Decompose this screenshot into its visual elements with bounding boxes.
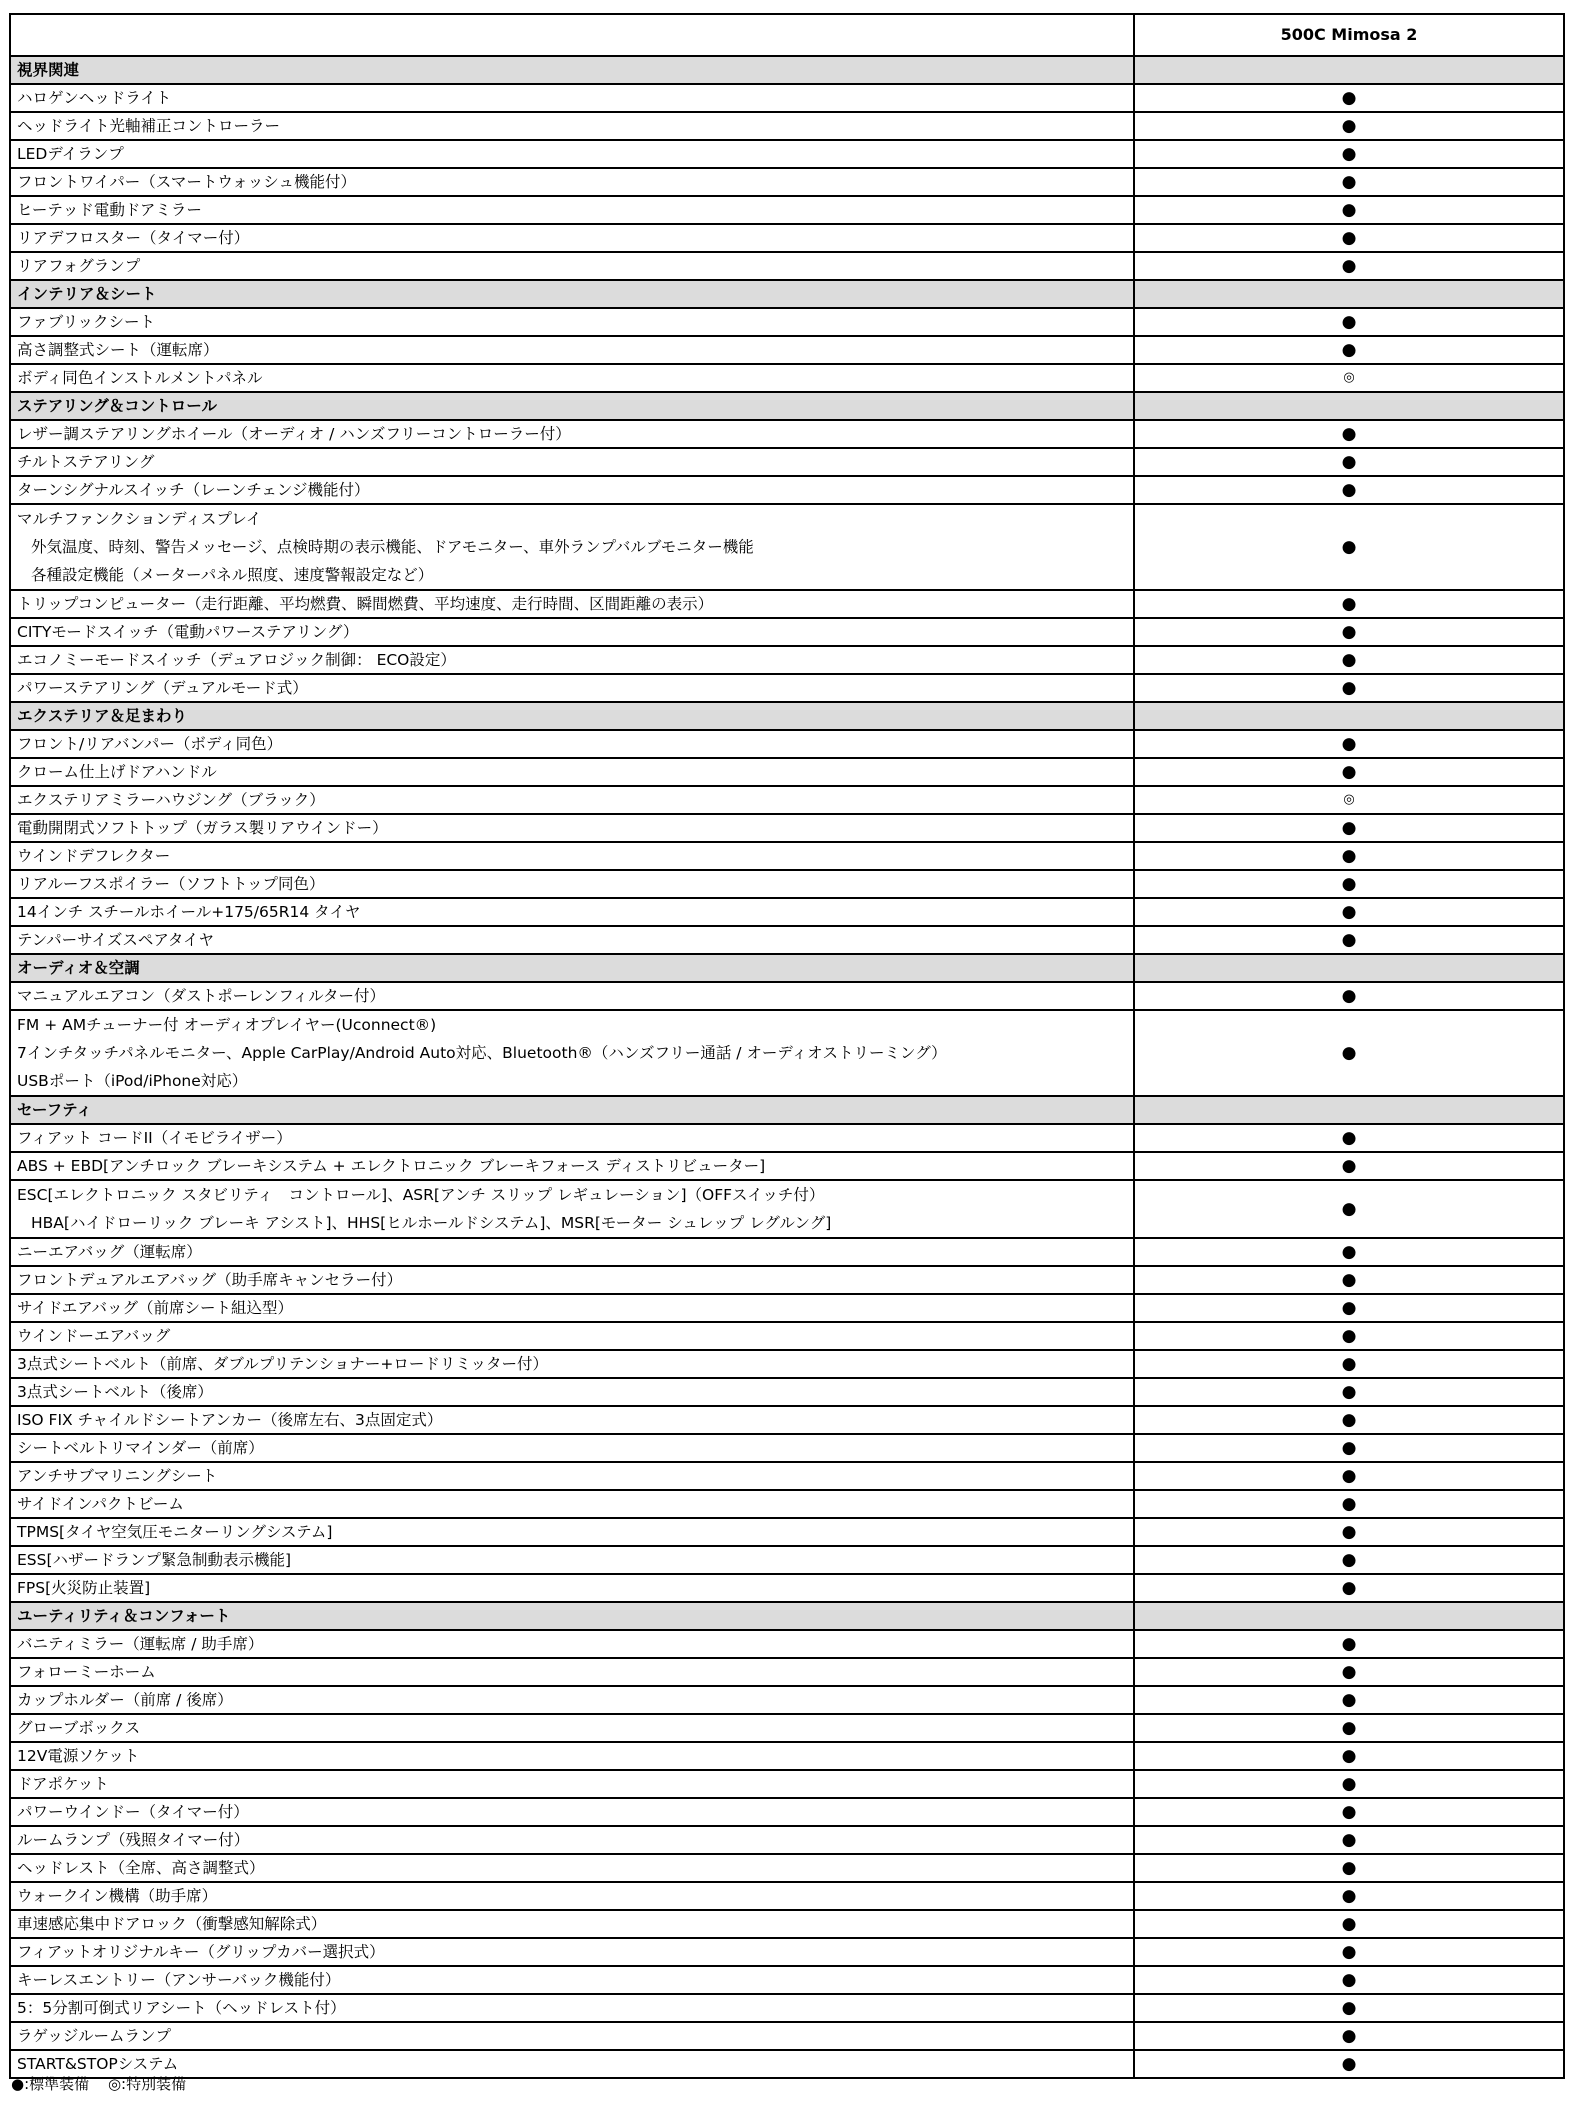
standard-mark: ● xyxy=(1134,1490,1564,1518)
feature-cell: ターンシグナルスイッチ（レーンチェンジ機能付） xyxy=(10,476,1134,504)
feature-row xyxy=(10,758,1564,786)
feature-row xyxy=(10,1630,1564,1658)
standard-mark: ● xyxy=(1134,1770,1564,1798)
feature-row xyxy=(10,308,1564,336)
standard-mark: ● xyxy=(1134,1010,1564,1096)
feature-row xyxy=(10,618,1564,646)
feature-row xyxy=(10,196,1564,224)
section-title: ユーティリティ＆コンフォート xyxy=(10,1602,1134,1630)
feature-row xyxy=(10,674,1564,702)
feature-cell: エコノミーモードスイッチ（デュアロジック制御： ECO設定） xyxy=(10,646,1134,674)
feature-row xyxy=(10,646,1564,674)
feature-row xyxy=(10,1490,1564,1518)
feature-row xyxy=(10,1826,1564,1854)
table-header-row xyxy=(10,14,1564,56)
legend-optional: ◎:特別装備 xyxy=(107,2075,187,2093)
section-blank-cell xyxy=(1134,1602,1564,1630)
feature-line: マルチファンクションディスプレイ xyxy=(17,510,262,528)
standard-mark: ● xyxy=(1134,814,1564,842)
standard-mark: ● xyxy=(1134,982,1564,1010)
feature-row xyxy=(10,730,1564,758)
standard-mark: ● xyxy=(1134,842,1564,870)
feature-cell: 14インチ スチールホイール+175/65R14 タイヤ xyxy=(10,898,1134,926)
feature-cell: リアルーフスポイラー（ソフトトップ同色） xyxy=(10,870,1134,898)
feature-cell: ウインドデフレクター xyxy=(10,842,1134,870)
standard-mark: ● xyxy=(1134,618,1564,646)
standard-mark: ● xyxy=(1134,1124,1564,1152)
feature-row xyxy=(10,814,1564,842)
standard-mark: ● xyxy=(1134,1322,1564,1350)
standard-mark: ● xyxy=(1134,1462,1564,1490)
feature-cell xyxy=(10,504,1134,590)
feature-cell: ウインドーエアバッグ xyxy=(10,1322,1134,1350)
feature-row xyxy=(10,1518,1564,1546)
feature-cell: マニュアルエアコン（ダストポーレンフィルター付） xyxy=(10,982,1134,1010)
standard-mark: ● xyxy=(1134,308,1564,336)
section-header-row xyxy=(10,1096,1564,1124)
feature-row xyxy=(10,1180,1564,1238)
equipment-table xyxy=(9,13,1565,2079)
feature-row xyxy=(10,926,1564,954)
standard-mark: ● xyxy=(1134,1882,1564,1910)
feature-line: USBポート（iPod/iPhone対応） xyxy=(17,1072,248,1090)
feature-row xyxy=(10,1686,1564,1714)
feature-cell: ウォークイン機構（助手席） xyxy=(10,1882,1134,1910)
feature-cell: ルームランプ（残照タイマー付） xyxy=(10,1826,1134,1854)
standard-mark: ● xyxy=(1134,504,1564,590)
feature-cell: 電動開閉式ソフトトップ（ガラス製リアウインドー） xyxy=(10,814,1134,842)
feature-cell: テンパーサイズスペアタイヤ xyxy=(10,926,1134,954)
feature-row xyxy=(10,476,1564,504)
feature-cell: サイドインパクトビーム xyxy=(10,1490,1134,1518)
section-blank-cell xyxy=(1134,702,1564,730)
section-header-row xyxy=(10,702,1564,730)
feature-cell: 高さ調整式シート（運転席） xyxy=(10,336,1134,364)
section-header-row xyxy=(10,392,1564,420)
standard-mark: ● xyxy=(1134,140,1564,168)
feature-cell: ヒーテッド電動ドアミラー xyxy=(10,196,1134,224)
optional-mark: ◎ xyxy=(1134,786,1564,814)
feature-row xyxy=(10,1658,1564,1686)
feature-cell: カップホルダー（前席 / 後席） xyxy=(10,1686,1134,1714)
section-blank-cell xyxy=(1134,954,1564,982)
feature-row xyxy=(10,1124,1564,1152)
section-header-row xyxy=(10,954,1564,982)
section-header-row xyxy=(10,1602,1564,1630)
feature-cell: フロントワイパー（スマートウォッシュ機能付） xyxy=(10,168,1134,196)
standard-mark: ● xyxy=(1134,420,1564,448)
feature-row xyxy=(10,1350,1564,1378)
feature-cell: チルトステアリング xyxy=(10,448,1134,476)
feature-row xyxy=(10,1378,1564,1406)
standard-mark: ● xyxy=(1134,1518,1564,1546)
feature-cell: 3点式シートベルト（前席、ダブルプリテンショナー+ロードリミッター付） xyxy=(10,1350,1134,1378)
feature-cell: ボディ同色インストルメントパネル xyxy=(10,364,1134,392)
feature-column-header xyxy=(10,14,1134,56)
standard-mark: ● xyxy=(1134,646,1564,674)
section-title: 視界関連 xyxy=(10,56,1134,84)
feature-cell: ESS[ハザードランプ緊急制動表示機能] xyxy=(10,1546,1134,1574)
feature-line: ESC[エレクトロニック スタビリティ コントロール]、ASR[アンチ スリップ レギュレーション]（OFFスイッチ付） xyxy=(17,1186,825,1204)
feature-row xyxy=(10,1798,1564,1826)
standard-mark: ● xyxy=(1134,1152,1564,1180)
spec-sheet xyxy=(9,13,1563,2079)
standard-mark: ● xyxy=(1134,1266,1564,1294)
section-header-row xyxy=(10,280,1564,308)
standard-mark: ● xyxy=(1134,84,1564,112)
legend-standard: ●:標準装備 xyxy=(11,2075,90,2093)
feature-cell: クローム仕上げドアハンドル xyxy=(10,758,1134,786)
feature-row xyxy=(10,448,1564,476)
feature-row xyxy=(10,590,1564,618)
feature-cell xyxy=(10,1180,1134,1238)
feature-cell: CITYモードスイッチ（電動パワーステアリング） xyxy=(10,618,1134,646)
standard-mark: ● xyxy=(1134,2022,1564,2050)
feature-row xyxy=(10,1546,1564,1574)
section-title: エクステリア＆足まわり xyxy=(10,702,1134,730)
standard-mark: ● xyxy=(1134,1574,1564,1602)
standard-mark: ● xyxy=(1134,224,1564,252)
standard-mark: ● xyxy=(1134,252,1564,280)
standard-mark: ● xyxy=(1134,476,1564,504)
standard-mark: ● xyxy=(1134,336,1564,364)
standard-mark: ● xyxy=(1134,112,1564,140)
feature-row xyxy=(10,2022,1564,2050)
feature-row xyxy=(10,224,1564,252)
feature-row xyxy=(10,1322,1564,1350)
feature-cell: フロント/リアバンパー（ボディ同色） xyxy=(10,730,1134,758)
feature-row xyxy=(10,1966,1564,1994)
section-title: ステアリング＆コントロール xyxy=(10,392,1134,420)
feature-row xyxy=(10,1434,1564,1462)
feature-cell: ハロゲンヘッドライト xyxy=(10,84,1134,112)
standard-mark: ● xyxy=(1134,1910,1564,1938)
section-blank-cell xyxy=(1134,1096,1564,1124)
feature-cell: エクステリアミラーハウジング（ブラック） xyxy=(10,786,1134,814)
feature-cell: ラゲッジルームランプ xyxy=(10,2022,1134,2050)
standard-mark: ● xyxy=(1134,1994,1564,2022)
standard-mark: ● xyxy=(1134,898,1564,926)
standard-mark: ● xyxy=(1134,1378,1564,1406)
feature-cell: 3点式シートベルト（後席） xyxy=(10,1378,1134,1406)
section-title: オーディオ＆空調 xyxy=(10,954,1134,982)
standard-mark: ● xyxy=(1134,926,1564,954)
standard-mark: ● xyxy=(1134,870,1564,898)
feature-row xyxy=(10,1294,1564,1322)
feature-row xyxy=(10,842,1564,870)
standard-mark: ● xyxy=(1134,1742,1564,1770)
standard-mark: ● xyxy=(1134,1798,1564,1826)
feature-row xyxy=(10,1770,1564,1798)
feature-cell: フロントデュアルエアバッグ（助手席キャンセラー付） xyxy=(10,1266,1134,1294)
feature-cell: サイドエアバッグ（前席シート組込型） xyxy=(10,1294,1134,1322)
feature-row xyxy=(10,1462,1564,1490)
feature-line: FM + AMチューナー付 オーディオプレイヤー(Uconnect®) xyxy=(17,1016,437,1034)
standard-mark: ● xyxy=(1134,1180,1564,1238)
feature-row xyxy=(10,252,1564,280)
feature-row xyxy=(10,786,1564,814)
feature-cell: 車速感応集中ドアロック（衝撃感知解除式） xyxy=(10,1910,1134,1938)
feature-row xyxy=(10,1938,1564,1966)
feature-row xyxy=(10,140,1564,168)
feature-cell: バニティミラー（運転席 / 助手席） xyxy=(10,1630,1134,1658)
feature-cell: フォローミーホーム xyxy=(10,1658,1134,1686)
feature-cell: START&STOPシステム xyxy=(10,2050,1134,2078)
feature-cell: LEDデイランプ xyxy=(10,140,1134,168)
feature-row xyxy=(10,1406,1564,1434)
section-header-row xyxy=(10,56,1564,84)
feature-cell: FPS[火災防止装置] xyxy=(10,1574,1134,1602)
standard-mark: ● xyxy=(1134,1714,1564,1742)
standard-mark: ● xyxy=(1134,1546,1564,1574)
standard-mark: ● xyxy=(1134,1686,1564,1714)
standard-mark: ● xyxy=(1134,1238,1564,1266)
standard-mark: ● xyxy=(1134,1826,1564,1854)
standard-mark: ● xyxy=(1134,1854,1564,1882)
legend xyxy=(11,2074,200,2094)
feature-cell: ドアポケット xyxy=(10,1770,1134,1798)
feature-row xyxy=(10,1742,1564,1770)
feature-line: 外気温度、時刻、警告メッセージ、点検時期の表示機能、ドアモニター、車外ランプバルブモニター機能 xyxy=(31,538,754,556)
standard-mark: ● xyxy=(1134,1350,1564,1378)
feature-cell: ニーエアバッグ（運転席） xyxy=(10,1238,1134,1266)
feature-cell: ABS + EBD[アンチロック ブレーキシステム + エレクトロニック ブレーキフォース ディストリビューター] xyxy=(10,1152,1134,1180)
optional-mark: ◎ xyxy=(1134,364,1564,392)
feature-row xyxy=(10,1238,1564,1266)
feature-cell: ファブリックシート xyxy=(10,308,1134,336)
feature-cell: 5：5分割可倒式リアシート（ヘッドレスト付） xyxy=(10,1994,1134,2022)
standard-mark: ● xyxy=(1134,2050,1564,2078)
standard-mark: ● xyxy=(1134,1406,1564,1434)
feature-cell: フィアット コードII（イモビライザー） xyxy=(10,1124,1134,1152)
feature-row xyxy=(10,364,1564,392)
feature-cell: 12V電源ソケット xyxy=(10,1742,1134,1770)
feature-row xyxy=(10,112,1564,140)
feature-row xyxy=(10,1910,1564,1938)
feature-cell: パワーウインドー（タイマー付） xyxy=(10,1798,1134,1826)
feature-row xyxy=(10,1882,1564,1910)
feature-row xyxy=(10,1010,1564,1096)
feature-row xyxy=(10,168,1564,196)
feature-row xyxy=(10,84,1564,112)
feature-cell: アンチサブマリニングシート xyxy=(10,1462,1134,1490)
section-title: インテリア＆シート xyxy=(10,280,1134,308)
standard-mark: ● xyxy=(1134,674,1564,702)
standard-mark: ● xyxy=(1134,196,1564,224)
feature-cell: パワーステアリング（デュアルモード式） xyxy=(10,674,1134,702)
feature-row xyxy=(10,504,1564,590)
feature-cell: TPMS[タイヤ空気圧モニターリングシステム] xyxy=(10,1518,1134,1546)
feature-row xyxy=(10,1574,1564,1602)
standard-mark: ● xyxy=(1134,730,1564,758)
feature-line: HBA[ハイドローリック ブレーキ アシスト]、HHS[ヒルホールドシステム]、MSR[モーター シュレップ レグルング] xyxy=(31,1214,832,1232)
feature-cell: フィアットオリジナルキー（グリップカバー選択式） xyxy=(10,1938,1134,1966)
feature-row xyxy=(10,1714,1564,1742)
feature-row xyxy=(10,1854,1564,1882)
feature-cell: ヘッドレスト（全席、高さ調整式） xyxy=(10,1854,1134,1882)
feature-line: 7インチタッチパネルモニター、Apple CarPlay/Android Auto対応、Bluetooth®（ハンズフリー通話 / オーディオストリーミング） xyxy=(17,1044,947,1062)
section-blank-cell xyxy=(1134,56,1564,84)
standard-mark: ● xyxy=(1134,1630,1564,1658)
feature-cell xyxy=(10,1010,1134,1096)
feature-row xyxy=(10,420,1564,448)
feature-row xyxy=(10,1266,1564,1294)
feature-row xyxy=(10,870,1564,898)
standard-mark: ● xyxy=(1134,758,1564,786)
standard-mark: ● xyxy=(1134,448,1564,476)
standard-mark: ● xyxy=(1134,590,1564,618)
feature-row xyxy=(10,898,1564,926)
feature-cell: シートベルトリマインダー（前席） xyxy=(10,1434,1134,1462)
feature-line: 各種設定機能（メーターパネル照度、速度警報設定など） xyxy=(31,566,434,584)
feature-row xyxy=(10,1152,1564,1180)
feature-cell: ISO FIX チャイルドシートアンカー（後席左右、3点固定式） xyxy=(10,1406,1134,1434)
standard-mark: ● xyxy=(1134,1658,1564,1686)
standard-mark: ● xyxy=(1134,1966,1564,1994)
model-column-header: 500C Mimosa 2 xyxy=(1134,14,1564,56)
standard-mark: ● xyxy=(1134,1294,1564,1322)
feature-row xyxy=(10,1994,1564,2022)
standard-mark: ● xyxy=(1134,1434,1564,1462)
feature-row xyxy=(10,982,1564,1010)
section-blank-cell xyxy=(1134,392,1564,420)
feature-cell: キーレスエントリー（アンサーバック機能付） xyxy=(10,1966,1134,1994)
feature-cell: トリップコンピューター（走行距離、平均燃費、瞬間燃費、平均速度、走行時間、区間距離の表示） xyxy=(10,590,1134,618)
feature-row xyxy=(10,336,1564,364)
section-blank-cell xyxy=(1134,280,1564,308)
feature-cell: リアデフロスター（タイマー付） xyxy=(10,224,1134,252)
feature-cell: レザー調ステアリングホイール（オーディオ / ハンズフリーコントローラー付） xyxy=(10,420,1134,448)
standard-mark: ● xyxy=(1134,168,1564,196)
feature-cell: ヘッドライト光軸補正コントローラー xyxy=(10,112,1134,140)
section-title: セーフティ xyxy=(10,1096,1134,1124)
feature-cell: リアフォグランプ xyxy=(10,252,1134,280)
feature-row xyxy=(10,2050,1564,2078)
standard-mark: ● xyxy=(1134,1938,1564,1966)
feature-cell: グローブボックス xyxy=(10,1714,1134,1742)
